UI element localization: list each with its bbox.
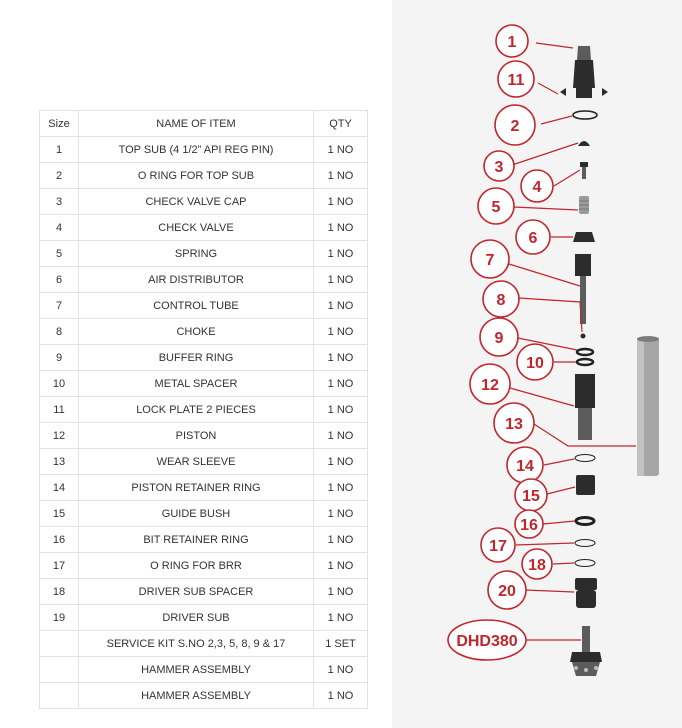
cell-size: 15	[40, 501, 79, 527]
cell-size: 7	[40, 293, 79, 319]
callout-9	[480, 318, 518, 356]
cell-size: 9	[40, 345, 79, 371]
o-ring-brr-part	[575, 540, 595, 547]
table-row	[40, 267, 368, 293]
piston-part	[575, 374, 595, 440]
wear-sleeve-part	[637, 336, 659, 476]
svg-text:13: 13	[505, 416, 523, 433]
table-row	[40, 501, 368, 527]
cell-size: 4	[40, 215, 79, 241]
svg-text:12: 12	[481, 377, 499, 394]
leader-15	[543, 487, 575, 495]
leader-5	[514, 207, 578, 210]
leader-17	[516, 543, 574, 545]
svg-text:18: 18	[528, 557, 546, 574]
parts-table	[39, 110, 368, 709]
leader-7	[509, 264, 580, 286]
buffer-ring-part	[577, 349, 593, 355]
svg-text:9: 9	[494, 330, 504, 347]
callout-1	[496, 25, 528, 57]
parts-table-body	[40, 137, 368, 709]
callout-20	[488, 571, 526, 609]
cell-qty: 1 NO	[314, 345, 368, 371]
table-row	[40, 345, 368, 371]
driver-sub-part	[575, 578, 597, 608]
cell-size: 16	[40, 527, 79, 553]
svg-text:16: 16	[520, 517, 538, 534]
cell-size: 19	[40, 605, 79, 631]
cell-name: LOCK PLATE 2 PIECES	[79, 397, 314, 423]
cell-qty: 1 SET	[314, 631, 368, 657]
cell-name: CHECK VALVE	[79, 215, 314, 241]
cell-qty: 1 NO	[314, 163, 368, 189]
cell-qty: 1 NO	[314, 137, 368, 163]
cell-size: 13	[40, 449, 79, 475]
leader-11	[538, 83, 558, 94]
table-row	[40, 683, 368, 709]
cell-qty: 1 NO	[314, 319, 368, 345]
choke-part	[581, 334, 586, 339]
callout-6	[516, 220, 550, 254]
callout-8	[483, 281, 519, 317]
cell-name: O RING FOR BRR	[79, 553, 314, 579]
check-valve-cap-part	[578, 141, 590, 146]
cell-qty: 1 NO	[314, 553, 368, 579]
leader-8	[519, 298, 582, 332]
callout-7	[471, 240, 509, 278]
cell-name: SERVICE KIT S.NO 2,3, 5, 8, 9 & 17	[79, 631, 314, 657]
cell-qty: 1 NO	[314, 605, 368, 631]
cell-size: 8	[40, 319, 79, 345]
leader-18	[553, 563, 574, 564]
cell-name: DRIVER SUB	[79, 605, 314, 631]
callout-18	[522, 549, 552, 579]
cell-qty: 1 NO	[314, 293, 368, 319]
leader-2	[541, 116, 572, 124]
cell-name: HAMMER ASSEMBLY	[79, 683, 314, 709]
callout-12	[470, 364, 510, 404]
cell-name: AIR DISTRIBUTOR	[79, 267, 314, 293]
cell-size: 14	[40, 475, 79, 501]
table-row	[40, 137, 368, 163]
svg-text:1: 1	[507, 34, 517, 51]
cell-size: 1	[40, 137, 79, 163]
callout-15	[515, 479, 547, 511]
callout-10	[517, 344, 553, 380]
air-distributor-part	[573, 232, 595, 242]
cell-qty: 1 NO	[314, 657, 368, 683]
cell-name: HAMMER ASSEMBLY	[79, 657, 314, 683]
top-sub-part	[573, 46, 595, 98]
cell-qty: 1 NO	[314, 267, 368, 293]
cell-qty: 1 NO	[314, 189, 368, 215]
callout-11	[498, 61, 534, 97]
svg-text:7: 7	[485, 252, 495, 269]
svg-text:6: 6	[528, 230, 538, 247]
cell-size: 11	[40, 397, 79, 423]
svg-text:15: 15	[522, 488, 540, 505]
table-row	[40, 293, 368, 319]
cell-qty: 1 NO	[314, 475, 368, 501]
cell-size: 6	[40, 267, 79, 293]
table-row	[40, 553, 368, 579]
table-row	[40, 657, 368, 683]
cell-qty: 1 NO	[314, 241, 368, 267]
o-ring-top-sub-part	[573, 111, 597, 119]
cell-qty: 1 NO	[314, 501, 368, 527]
bit-retainer-ring-part	[576, 518, 594, 525]
leader-14	[544, 459, 574, 465]
cell-name: SPRING	[79, 241, 314, 267]
table-row	[40, 189, 368, 215]
svg-text:20: 20	[498, 583, 516, 600]
table-header-row	[40, 111, 368, 137]
diagram-svg	[392, 0, 682, 728]
cell-name: BIT RETAINER RING	[79, 527, 314, 553]
cell-size: 18	[40, 579, 79, 605]
table-row	[40, 631, 368, 657]
cell-qty: 1 NO	[314, 527, 368, 553]
cell-name: CONTROL TUBE	[79, 293, 314, 319]
cell-name: TOP SUB (4 1/2” API REG PIN)	[79, 137, 314, 163]
control-tube-part	[575, 254, 591, 324]
cell-qty: 1 NO	[314, 397, 368, 423]
cell-name: GUIDE BUSH	[79, 501, 314, 527]
callout-3	[484, 151, 514, 181]
leader-20	[525, 590, 574, 592]
leader-1	[536, 43, 573, 48]
piston-retainer-ring-part	[575, 455, 595, 462]
svg-text:11: 11	[507, 72, 525, 89]
svg-text:14: 14	[516, 458, 534, 475]
cell-qty: 1 NO	[314, 371, 368, 397]
table-row	[40, 527, 368, 553]
callout-14	[507, 447, 543, 483]
callout-17	[481, 528, 515, 562]
cell-size: 5	[40, 241, 79, 267]
table-row	[40, 215, 368, 241]
leader-16	[543, 521, 575, 524]
cell-size	[40, 657, 79, 683]
cell-name: METAL SPACER	[79, 371, 314, 397]
cell-name: WEAR SLEEVE	[79, 449, 314, 475]
svg-text:8: 8	[496, 292, 506, 309]
table-row	[40, 423, 368, 449]
cell-name: CHOKE	[79, 319, 314, 345]
cell-size: 17	[40, 553, 79, 579]
exploded-parts-diagram	[392, 0, 682, 728]
dhd380-bit-part	[570, 626, 602, 676]
leader-4	[554, 170, 580, 186]
svg-text:3: 3	[494, 159, 504, 176]
cell-qty: 1 NO	[314, 449, 368, 475]
check-valve-part	[580, 162, 588, 179]
driver-sub-spacer-part	[575, 560, 595, 567]
svg-text:4: 4	[532, 179, 542, 196]
table-row	[40, 241, 368, 267]
cell-qty: 1 NO	[314, 683, 368, 709]
table-row	[40, 475, 368, 501]
table-row	[40, 397, 368, 423]
svg-text:5: 5	[491, 199, 501, 216]
cell-name: PISTON RETAINER RING	[79, 475, 314, 501]
cell-size	[40, 683, 79, 709]
spring-part	[579, 196, 589, 214]
svg-text:17: 17	[489, 538, 507, 555]
table-row	[40, 449, 368, 475]
callout-dhd380	[448, 620, 526, 660]
callout-16	[515, 510, 543, 538]
callout-2	[495, 105, 535, 145]
callout-4	[521, 170, 553, 202]
cell-size	[40, 631, 79, 657]
cell-qty: 1 NO	[314, 423, 368, 449]
cell-size: 3	[40, 189, 79, 215]
table-row	[40, 163, 368, 189]
svg-text:DHD380: DHD380	[456, 633, 518, 650]
svg-text:2: 2	[510, 118, 520, 135]
table-row	[40, 319, 368, 345]
cell-name: BUFFER RING	[79, 345, 314, 371]
cell-name: CHECK VALVE CAP	[79, 189, 314, 215]
cell-size: 2	[40, 163, 79, 189]
callout-5	[478, 188, 514, 224]
header-qty: QTY	[314, 111, 368, 137]
metal-spacer-part	[577, 359, 593, 365]
leader-3	[512, 143, 578, 165]
header-size: Size	[40, 111, 79, 137]
cell-name: O RING FOR TOP SUB	[79, 163, 314, 189]
cell-name: DRIVER SUB SPACER	[79, 579, 314, 605]
guide-bush-part	[576, 475, 595, 495]
header-name: NAME OF ITEM	[79, 111, 314, 137]
table-row	[40, 605, 368, 631]
svg-text:10: 10	[526, 355, 544, 372]
table-row	[40, 579, 368, 605]
callout-13	[494, 403, 534, 443]
cell-size: 10	[40, 371, 79, 397]
cell-size: 12	[40, 423, 79, 449]
table-row	[40, 371, 368, 397]
cell-name: PISTON	[79, 423, 314, 449]
cell-qty: 1 NO	[314, 579, 368, 605]
cell-qty: 1 NO	[314, 215, 368, 241]
